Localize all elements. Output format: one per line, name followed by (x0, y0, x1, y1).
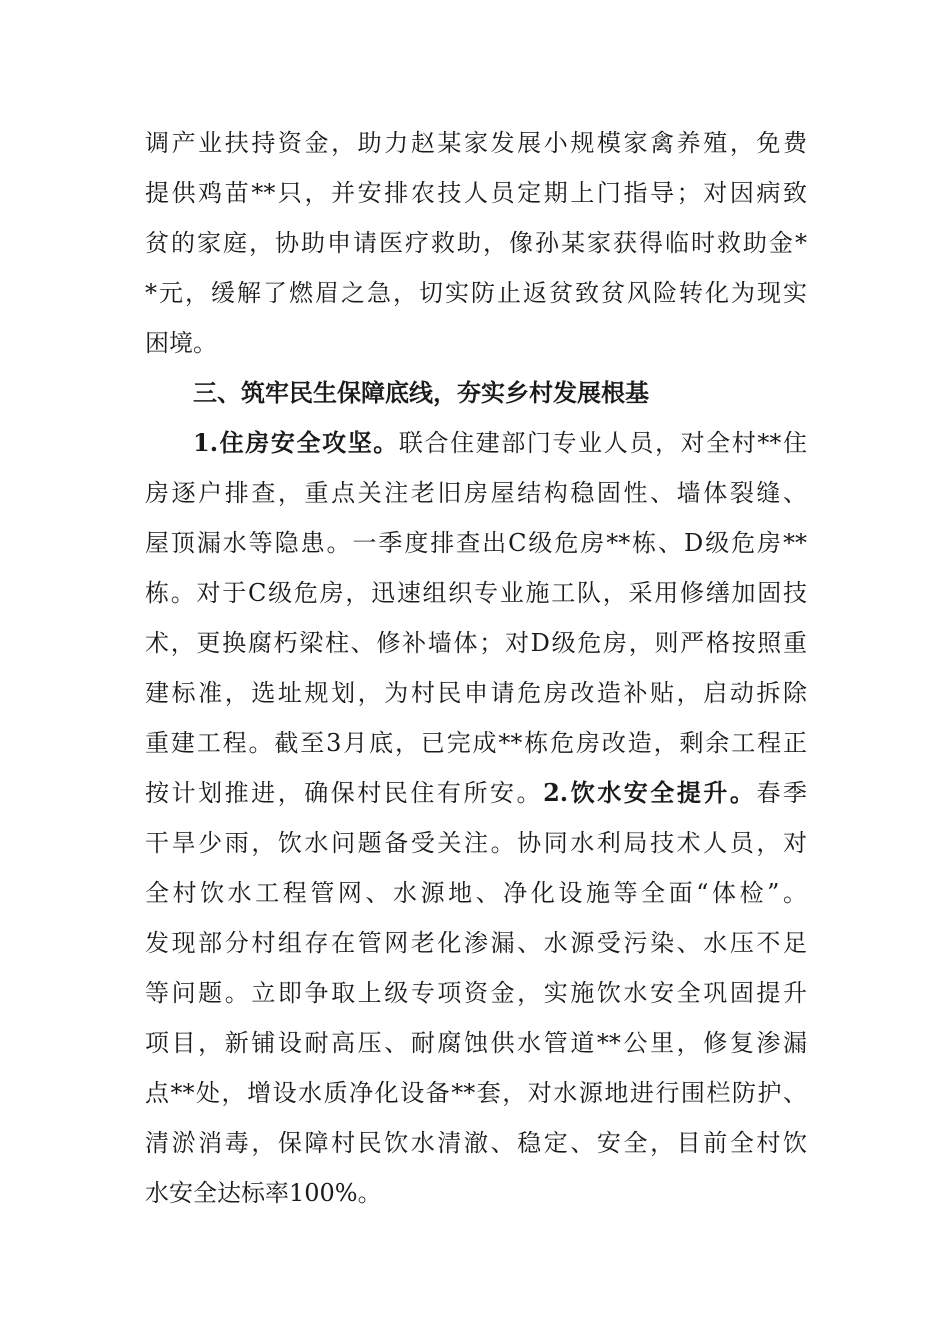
text-line: 困境。 (145, 329, 217, 357)
text-line: 提供鸡苗**只，并安排农技人员定期上门指导；对因病致 (145, 179, 807, 207)
text-line (145, 768, 807, 818)
paragraph-poverty-support (145, 118, 807, 368)
text-line: 水安全达标率100%。 (145, 1179, 382, 1207)
text-line: 等问题。立即争取上级专项资金，实施饮水安全巩固提升 (145, 979, 807, 1007)
subheading-housing: 1.住房安全攻坚。 (193, 428, 399, 457)
text-line: 发现部分村组存在管网老化渗漏、水源受污染、水压不足 (145, 929, 807, 957)
text-line: 干旱少雨，饮水问题备受关注。协同水利局技术人员，对 (145, 829, 807, 857)
subheading-water: 2.饮水安全提升。 (543, 778, 757, 807)
document-page (145, 118, 807, 1218)
text-line: 调产业扶持资金，助力赵某家发展小规模家禽养殖，免费 (145, 129, 807, 157)
text-segment: 按计划推进，确保村民住有所安。 (145, 779, 544, 807)
text-line: 术，更换腐朽梁柱、修补墙体；对D级危房，则严格按照重 (145, 629, 807, 657)
text-line: 清淤消毒，保障村民饮水清澈、稳定、安全，目前全村饮 (145, 1129, 807, 1157)
text-line (145, 418, 807, 468)
text-line: 建标准，选址规划，为村民申请危房改造补贴，启动拆除 (145, 679, 807, 707)
text-line: 重建工程。截至3月底，已完成**栋危房改造，剩余工程正 (145, 729, 807, 757)
text-line: 屋顶漏水等隐患。一季度排查出C级危房**栋、D级危房** (145, 529, 807, 557)
text-segment: 春季 (756, 779, 808, 807)
text-line: 栋。对于C级危房，迅速组织专业施工队，采用修缮加固技 (145, 579, 807, 607)
text-line: 项目，新铺设耐高压、耐腐蚀供水管道**公里，修复渗漏 (145, 1029, 807, 1057)
text-line: 全村饮水工程管网、水源地、净化设施等全面“体检”。 (145, 879, 807, 907)
paragraph-housing-water (145, 418, 807, 1218)
text-line: 点**处，增设水质净化设备**套，对水源地进行围栏防护、 (145, 1079, 807, 1107)
text-line: *元，缓解了燃眉之急，切实防止返贫致贫风险转化为现实 (145, 279, 807, 307)
text-line: 贫的家庭，协助申请医疗救助，像孙某家获得临时救助金* (145, 229, 807, 257)
text-segment: 联合住建部门专业人员，对全村**住 (398, 429, 807, 457)
section-heading: 三、筑牢民生保障底线，夯实乡村发展根基 (193, 378, 649, 407)
text-line: 房逐户排查，重点关注老旧房屋结构稳固性、墙体裂缝、 (145, 479, 807, 507)
